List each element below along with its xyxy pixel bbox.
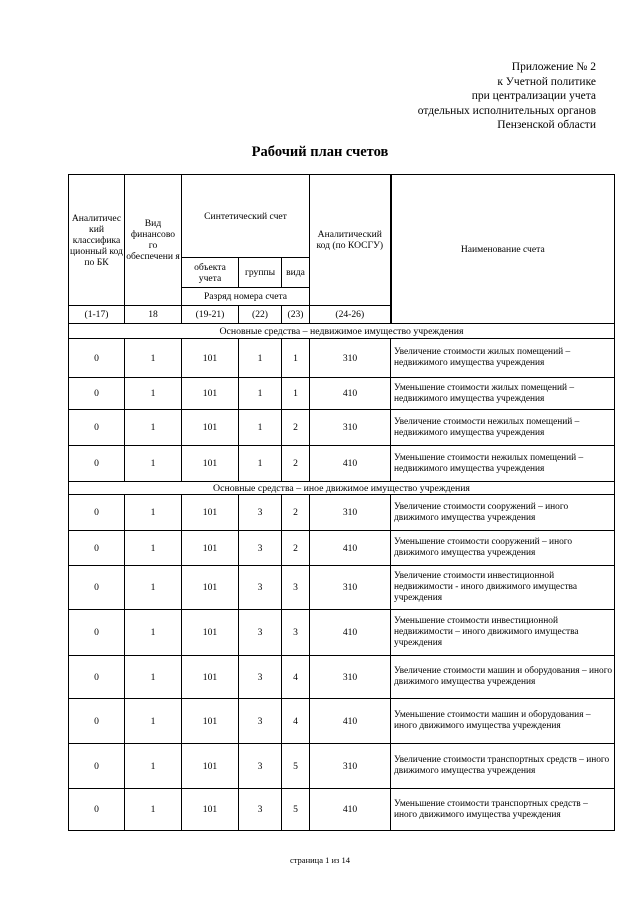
header-account-digits: Разряд номера счета [182,288,310,306]
cell-kosgu: 310 [310,495,391,531]
cell-group: 1 [239,339,282,378]
cell-group: 3 [239,495,282,531]
cell-code: 0 [69,410,125,446]
cell-group: 3 [239,531,282,566]
cell-code: 0 [69,789,125,831]
table-row [69,410,615,446]
table-row [69,566,615,610]
cell-object: 101 [182,446,239,482]
cell-code: 0 [69,699,125,744]
section-title: Основные средства – недвижимое имущество учреждения [69,324,615,339]
cell-object: 101 [182,495,239,531]
cell-account-name: Увеличение стоимости машин и оборудования – иного движимого имущества учреждения [391,656,615,699]
cell-group: 3 [239,744,282,789]
cell-fin: 1 [125,699,182,744]
cell-fin: 1 [125,446,182,482]
cell-code: 0 [69,610,125,656]
cell-fin: 1 [125,789,182,831]
cell-fin: 1 [125,610,182,656]
table-body [69,324,615,831]
cell-kind: 1 [282,339,310,378]
cell-kosgu: 310 [310,744,391,789]
cell-kind: 4 [282,656,310,699]
page-footer: страница 1 из 14 [289,855,351,865]
cell-account-name: Увеличение стоимости сооружений – иного движимого имущества учреждения [391,495,615,531]
cell-code: 0 [69,378,125,410]
section-header-row [69,324,615,339]
header-kind: вида [282,258,310,288]
cell-account-name: Уменьшение стоимости инвестиционной недвижимости – иного движимого имущества учреждения [391,610,615,656]
cell-group: 1 [239,410,282,446]
cell-kind: 3 [282,566,310,610]
cell-group: 3 [239,699,282,744]
cell-account-name: Уменьшение стоимости сооружений – иного движимого имущества учреждения [391,531,615,566]
header-financial-type: Вид финансово го обеспечени я [125,175,182,306]
digit-cell: (24-26) [310,306,391,324]
table-row [69,378,615,410]
cell-object: 101 [182,656,239,699]
cell-fin: 1 [125,495,182,531]
cell-account-name: Уменьшение стоимости транспортных средств – иного движимого имущества учреждения [391,789,615,831]
table-row [69,339,615,378]
cell-account-name: Увеличение стоимости нежилых помещений – недвижимого имущества учреждения [391,410,615,446]
appendix-note [296,60,596,133]
cell-kind: 3 [282,610,310,656]
digit-cell: (22) [239,306,282,324]
appendix-line: отдельных исполнительных органов [417,104,596,117]
cell-kind: 2 [282,531,310,566]
header-synthetic-account: Синтетический счет [182,175,310,258]
cell-object: 101 [182,378,239,410]
cell-account-name: Уменьшение стоимости жилых помещений – недвижимого имущества учреждения [391,378,615,410]
header-analytic-code: Аналитичес кий классифика ционный код по БК [69,175,125,306]
header-account-name: Наименование счета [391,175,615,324]
cell-fin: 1 [125,339,182,378]
cell-object: 101 [182,339,239,378]
cell-object: 101 [182,699,239,744]
cell-object: 101 [182,566,239,610]
cell-kind: 2 [282,410,310,446]
cell-kosgu: 410 [310,446,391,482]
cell-code: 0 [69,446,125,482]
cell-fin: 1 [125,378,182,410]
cell-kosgu: 310 [310,339,391,378]
cell-kosgu: 410 [310,378,391,410]
cell-kind: 1 [282,378,310,410]
cell-code: 0 [69,531,125,566]
header-analytic-kosgu: Аналитический код (по КОСГУ) [310,175,391,306]
cell-account-name: Увеличение стоимости транспортных средств – иного движимого имущества учреждения [391,744,615,789]
table-header [69,175,615,324]
digit-cell: (23) [282,306,310,324]
table-row [69,446,615,482]
cell-fin: 1 [125,531,182,566]
cell-group: 3 [239,789,282,831]
cell-kosgu: 410 [310,699,391,744]
table-row [69,699,615,744]
appendix-line: при централизации учета [471,90,596,103]
cell-account-name: Увеличение стоимости инвестиционной недвижимости - иного движимого имущества учреждения [391,566,615,610]
cell-object: 101 [182,531,239,566]
header-group: группы [239,258,282,288]
table-row [69,531,615,566]
digit-cell: 18 [125,306,182,324]
cell-fin: 1 [125,656,182,699]
cell-fin: 1 [125,410,182,446]
table-row [69,744,615,789]
cell-fin: 1 [125,566,182,610]
cell-kind: 2 [282,495,310,531]
cell-kosgu: 310 [310,410,391,446]
section-header-row [69,482,615,495]
cell-kosgu: 410 [310,610,391,656]
cell-group: 1 [239,378,282,410]
table-row [69,789,615,831]
cell-group: 3 [239,656,282,699]
cell-object: 101 [182,610,239,656]
cell-code: 0 [69,339,125,378]
cell-object: 101 [182,410,239,446]
table-row [69,656,615,699]
cell-kind: 4 [282,699,310,744]
appendix-line: к Учетной политике [497,75,596,88]
cell-kind: 5 [282,789,310,831]
cell-group: 3 [239,566,282,610]
cell-code: 0 [69,566,125,610]
cell-kosgu: 310 [310,656,391,699]
cell-kind: 2 [282,446,310,482]
cell-code: 0 [69,656,125,699]
cell-code: 0 [69,744,125,789]
cell-kosgu: 410 [310,789,391,831]
cell-kosgu: 410 [310,531,391,566]
cell-account-name: Уменьшение стоимости нежилых помещений – недвижимого имущества учреждения [391,446,615,482]
section-title: Основные средства – иное движимое имущество учреждения [69,482,615,495]
cell-fin: 1 [125,744,182,789]
cell-account-name: Увеличение стоимости жилых помещений – недвижимого имущества учреждения [391,339,615,378]
accounts-plan-table [68,174,615,831]
cell-object: 101 [182,744,239,789]
document-title: Рабочий план счетов [251,144,389,160]
cell-object: 101 [182,789,239,831]
appendix-line: Пензенской области [497,119,596,132]
cell-code: 0 [69,495,125,531]
table-row [69,610,615,656]
digit-cell: (1-17) [69,306,125,324]
cell-group: 1 [239,446,282,482]
appendix-line: Приложение № 2 [511,61,596,73]
cell-group: 3 [239,610,282,656]
table-row [69,495,615,531]
cell-account-name: Уменьшение стоимости машин и оборудования – иного движимого имущества учреждения [391,699,615,744]
cell-kosgu: 310 [310,566,391,610]
digit-cell: (19-21) [182,306,239,324]
header-object: объекта учета [182,258,239,288]
cell-kind: 5 [282,744,310,789]
